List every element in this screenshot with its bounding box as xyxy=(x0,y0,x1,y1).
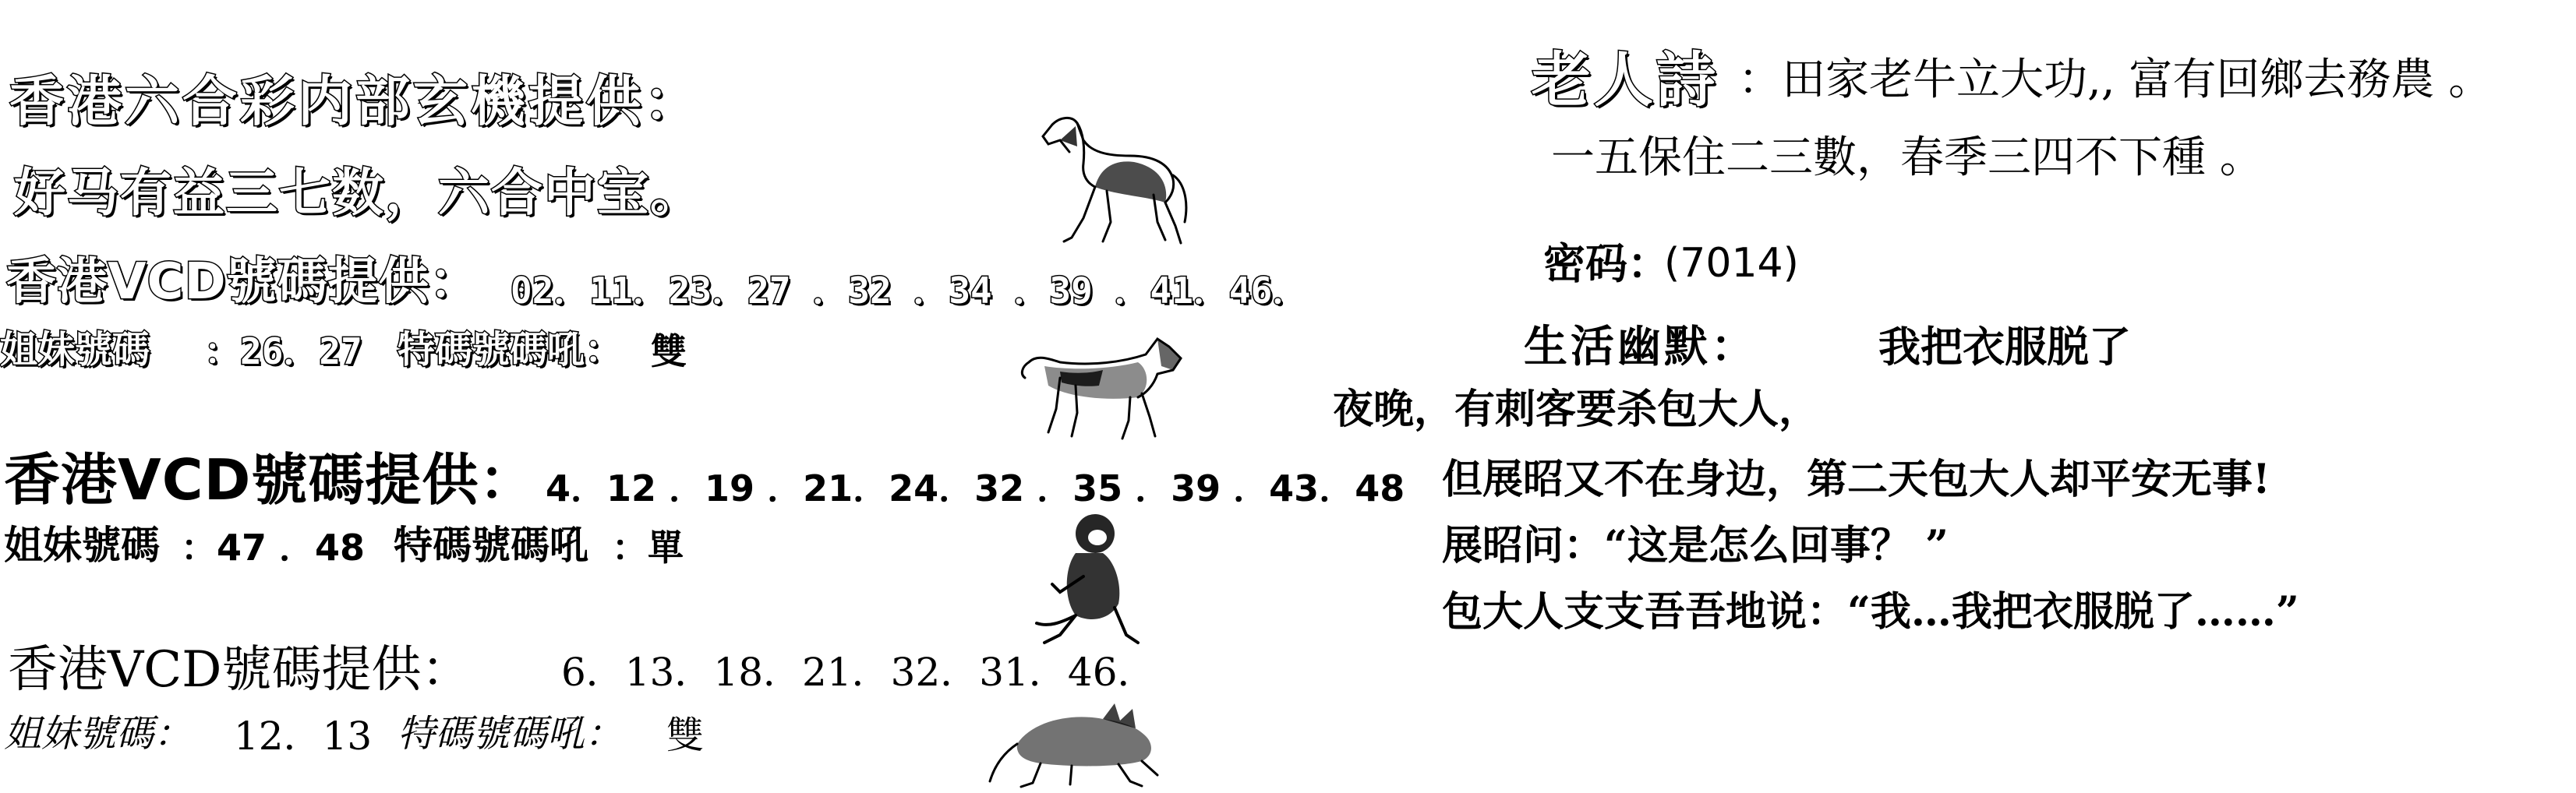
monkey-icon xyxy=(1029,506,1146,647)
block2-sister-value: ：26．27 xyxy=(204,330,362,372)
humor-line-1: 夜晚，有刺客要杀包大人， xyxy=(1333,386,1820,433)
block4-special-label: 特碼號碼吼： xyxy=(398,712,623,756)
humor-subtitle: 我把衣服脱了 xyxy=(1878,322,2131,372)
block3-label: 香港VCD號碼提供： xyxy=(4,447,536,513)
password-label: 密码： xyxy=(1543,239,1670,288)
cat-icon xyxy=(986,689,1165,791)
block3-sister-label: 姐妹號碼 xyxy=(4,523,160,568)
block4-numbers: 6．13．18．21．32．31．46． xyxy=(561,650,1157,695)
block2-label: 香港VCD號碼提供： xyxy=(6,253,480,311)
password-value: (7014) xyxy=(1664,240,1799,287)
poem-title: 老人詩 xyxy=(1532,45,1719,115)
block2-numbers: 02．11．23．27 ．32 ．34 ．39 ．41．46． xyxy=(511,270,1309,312)
block2-special-label: 特碼號碼吼： xyxy=(398,328,623,372)
block3-sister-value: ：47 ．48 xyxy=(181,527,366,569)
block2-sister-label: 姐妹號碼 xyxy=(0,328,150,372)
block4-sister-value: 12．13 xyxy=(234,714,373,759)
humor-line-2: 但展昭又不在身边，第二天包大人却平安无事! xyxy=(1442,456,2270,503)
poem-line-1: ：田家老牛立大功,, 富有回鄉去務農 。 xyxy=(1738,55,2493,105)
block2-special-value: 雙 xyxy=(651,330,687,372)
humor-line-4: 包大人支支吾吾地说：“我…我把衣服脱了……” xyxy=(1442,588,2299,636)
block3-special-label: 特碼號碼吼 xyxy=(394,523,588,568)
horse-icon xyxy=(1029,109,1193,253)
block4-special-value: 雙 xyxy=(666,714,705,757)
humor-title: 生活幽默： xyxy=(1524,322,1758,372)
block3-special-value: ：單 xyxy=(612,527,684,569)
block4-sister-label: 姐妹號碼： xyxy=(4,712,192,756)
block4-label: 香港VCD號碼提供： xyxy=(8,641,472,699)
block1-poem: 好马有益三七数，六合中宝。 xyxy=(14,163,703,223)
humor-line-3: 展昭问：“这是怎么回事？ ” xyxy=(1442,522,1949,569)
poem-line-2: 一五保住二三數，春季三四不下種 。 xyxy=(1551,132,2263,183)
block1-title: 香港六合彩内部玄機提供： xyxy=(9,69,701,133)
block3-numbers: 4．12 ．19 ．21．24．32 ．35 ．39 ．43．48 xyxy=(546,467,1405,509)
dog-icon xyxy=(1013,323,1193,448)
